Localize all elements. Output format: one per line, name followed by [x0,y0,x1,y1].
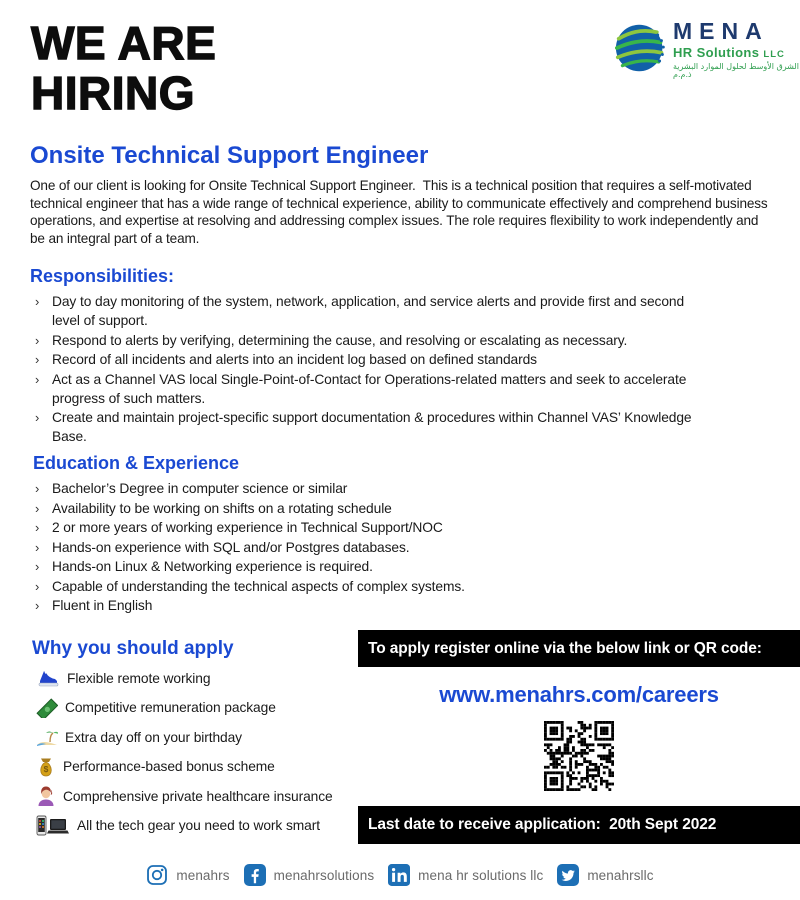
list-item-text: Day to day monitoring of the system, network, application, and service alerts and provide first and second level of support. [52,294,685,328]
job-description: One of our client is looking for Onsite Technical Support Engineer. This is a technical position that requires a self-motivated technical engineer that has a wide range of technical experience, ability to communicate effectively and comprehend business operations, and expertise at resolving and addressing complex issues. The role requires flexibility to work independently and be an integral part of a team. [30,178,772,246]
list-item-text: Respond to alerts by verifying, determining the cause, and resolving or escalating as necessary. [52,332,628,348]
list-item-text: Record of all incidents and alerts into an incident log based on defined standards [52,352,537,367]
education-heading: Education & Experience [33,453,240,473]
careers-url-link[interactable]: www.menahrs.com/careers [439,682,719,707]
chevron-bullet-icon: › [35,410,40,425]
list-item-text: Create and maintain project-specific support documentation & procedures within Channel VAS’ Knowledge Base. [52,410,692,444]
perk-label: Flexible remote working [67,670,211,686]
social-footer [0,864,800,886]
social-handle: mena hr solutions llc [418,867,544,883]
job-title: Onsite Technical Support Engineer [30,142,429,169]
perk-item [36,755,356,779]
list-item [33,577,738,596]
list-item [33,292,738,330]
list-item [33,479,738,498]
chevron-bullet-icon: › [35,371,40,387]
twitter-icon [557,864,579,886]
perks-list [36,666,356,843]
perk-label: Competitive remuneration package [65,700,276,715]
facebook-icon [244,864,266,886]
list-item [33,331,738,350]
social-handle: menahrsllc [587,867,654,883]
healthcare-woman-icon [36,786,56,806]
social-link-mena-hr-solutions-llc[interactable] [388,864,543,886]
chevron-bullet-icon: › [35,539,40,555]
social-link-menahrsolutions[interactable] [244,864,375,886]
perk-item [36,666,356,690]
chevron-bullet-icon: › [35,481,40,496]
list-item [33,518,738,537]
list-item-text: Hands-on Linux & Networking experience is required. [52,559,373,574]
list-item-text: Fluent in English [52,598,153,613]
list-item-text: 2 or more years of working experience in Technical Support/NOC [52,520,443,535]
social-link-menahrsllc[interactable] [557,864,653,886]
money-bag-icon [36,757,56,777]
deadline-banner: Last date to receive application: 20th Sept 2022 [358,806,800,844]
social-link-menahrs[interactable] [146,864,229,886]
linkedin-icon [388,864,410,886]
list-item [33,370,738,408]
list-item [33,538,738,557]
company-logo [615,20,800,81]
chevron-bullet-icon: › [35,294,40,309]
list-item-text: Availability to be working on shifts on a rotating schedule [52,500,392,516]
why-apply-heading: Why you should apply [32,638,234,659]
chevron-bullet-icon: › [35,352,40,367]
list-item-text: Capable of understanding the technical aspects of complex systems. [52,578,465,594]
perk-label: All the tech gear you need to work smart [77,818,320,833]
perk-item [36,784,356,808]
title-line-2: HIRING [31,67,195,119]
social-handle: menahrs [176,867,230,883]
sneaker-icon [36,668,60,688]
apply-banner: To apply register online via the below link or QR code: [358,630,800,667]
chevron-bullet-icon: › [35,332,40,348]
perk-label: Comprehensive private healthcare insurance [63,788,333,804]
chevron-bullet-icon: › [35,520,40,535]
responsibilities-heading: Responsibilities: [30,266,175,286]
logo-arabic-text: الشرق الأوسط لحلول الموارد البشرية ذ.م.م [673,61,799,79]
logo-wordmark: MENA [673,18,769,44]
list-item-text: Bachelor’s Degree in computer science or similar [52,481,348,496]
list-item [33,350,738,369]
chevron-bullet-icon: › [35,598,40,613]
responsibilities-list [33,292,738,447]
list-item-text: Hands-on experience with SQL and/or Postgres databases. [52,539,410,555]
list-item [33,499,738,518]
qr-code [544,721,614,791]
chevron-bullet-icon: › [35,578,40,594]
title-line-1: WE ARE [31,17,217,69]
perk-label: Extra day off on your birthday [65,729,242,745]
perk-item [36,696,356,720]
perk-label: Performance-based bonus scheme [63,759,275,774]
logo-subtitle: HR Solutions LLC [673,45,785,60]
social-handle: menahrsolutions [273,867,375,883]
chevron-bullet-icon: › [35,500,40,516]
tech-gear-icon [36,815,70,836]
banknote-icon [36,698,58,718]
education-list [33,479,738,616]
perk-item [36,725,356,749]
instagram-icon [146,864,168,886]
chevron-bullet-icon: › [35,559,40,574]
list-item [33,408,738,446]
list-item [33,596,738,615]
globe-icon [615,20,667,81]
perk-item [36,814,356,838]
list-item-text: Act as a Channel VAS local Single-Point-of-Contact for Operations-related matters and seek to accelerate progress of such matters. [52,371,687,406]
list-item [33,557,738,576]
page-title [31,18,216,118]
apply-section [358,630,800,844]
svg-text:$: $ [43,763,49,774]
beach-icon [36,727,58,747]
